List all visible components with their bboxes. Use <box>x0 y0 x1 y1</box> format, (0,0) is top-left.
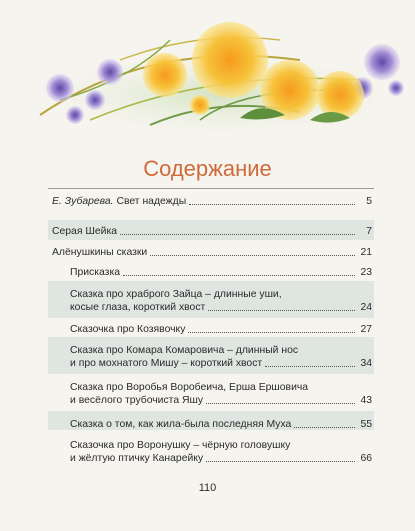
toc-entry-title-line1: Сказка про Воробья Воробеича, Ерша Ершовича <box>70 382 309 393</box>
toc-entry-page: 5 <box>366 196 372 207</box>
toc-entry-title: Алёнушкины сказки <box>52 247 148 258</box>
leader-dots <box>188 332 355 333</box>
leader-dots <box>189 204 355 205</box>
toc-entry <box>52 225 372 238</box>
toc-entry-page: 7 <box>366 226 372 237</box>
toc-entry-page: 55 <box>360 419 372 430</box>
toc-entry-author: Е. Зубарева. <box>52 196 114 207</box>
toc-entry-title-line1: Сказка про храброго Зайца – длинные уши, <box>70 289 282 300</box>
toc-entry <box>70 439 372 465</box>
toc-entry <box>70 323 372 336</box>
toc-entry <box>70 418 372 431</box>
leader-dots <box>206 461 355 462</box>
toc-entry-title-line2: косые глаза, короткий хвост <box>70 302 206 313</box>
toc-entry-page: 23 <box>360 267 372 278</box>
leader-dots <box>294 427 355 428</box>
toc-entry-title-line2: и весёлого трубочиста Яшу <box>70 395 204 406</box>
leader-dots <box>120 234 355 235</box>
toc-entry-page: 66 <box>360 453 372 464</box>
leader-dots <box>265 366 355 367</box>
toc-entry <box>52 246 372 259</box>
leader-dots <box>123 275 355 276</box>
toc-entry <box>70 266 372 279</box>
leader-dots <box>206 403 355 404</box>
toc-entry-title-line2: и жёлтую птичку Канарейку <box>70 453 204 464</box>
toc-entry <box>70 288 372 314</box>
toc-entry-title: Серая Шейка <box>52 226 118 237</box>
toc-entry <box>70 344 372 370</box>
toc-entry-page: 43 <box>360 395 372 406</box>
flower-illustration <box>0 0 415 140</box>
toc-entry-title-line2: и про мохнатого Мишу – короткий хвост <box>70 358 263 369</box>
toc-entry <box>52 195 372 208</box>
toc-entry-page: 34 <box>360 358 372 369</box>
toc-entry-title-line1: Сказка про Комара Комаровича – длинный нос <box>70 345 299 356</box>
toc-entry-title: Сказочка про Козявочку <box>70 324 186 335</box>
toc-entry-title: Свет надежды <box>116 196 187 207</box>
leader-dots <box>208 310 355 311</box>
title-divider <box>48 188 374 189</box>
page-number: 110 <box>198 482 217 494</box>
toc-entry-title: Сказка о том, как жила-была последняя Муха <box>70 419 292 430</box>
page-title: Содержание <box>143 156 272 181</box>
leader-dots <box>150 255 355 256</box>
toc-entry-page: 27 <box>360 324 372 335</box>
toc-entry <box>70 381 372 407</box>
toc-entry-title-line1: Сказочка про Воронушку – чёрную головушку <box>70 440 291 451</box>
toc-entry-title: Присказка <box>70 267 121 278</box>
toc-entry-page: 21 <box>360 247 372 258</box>
toc-entry-page: 24 <box>360 302 372 313</box>
